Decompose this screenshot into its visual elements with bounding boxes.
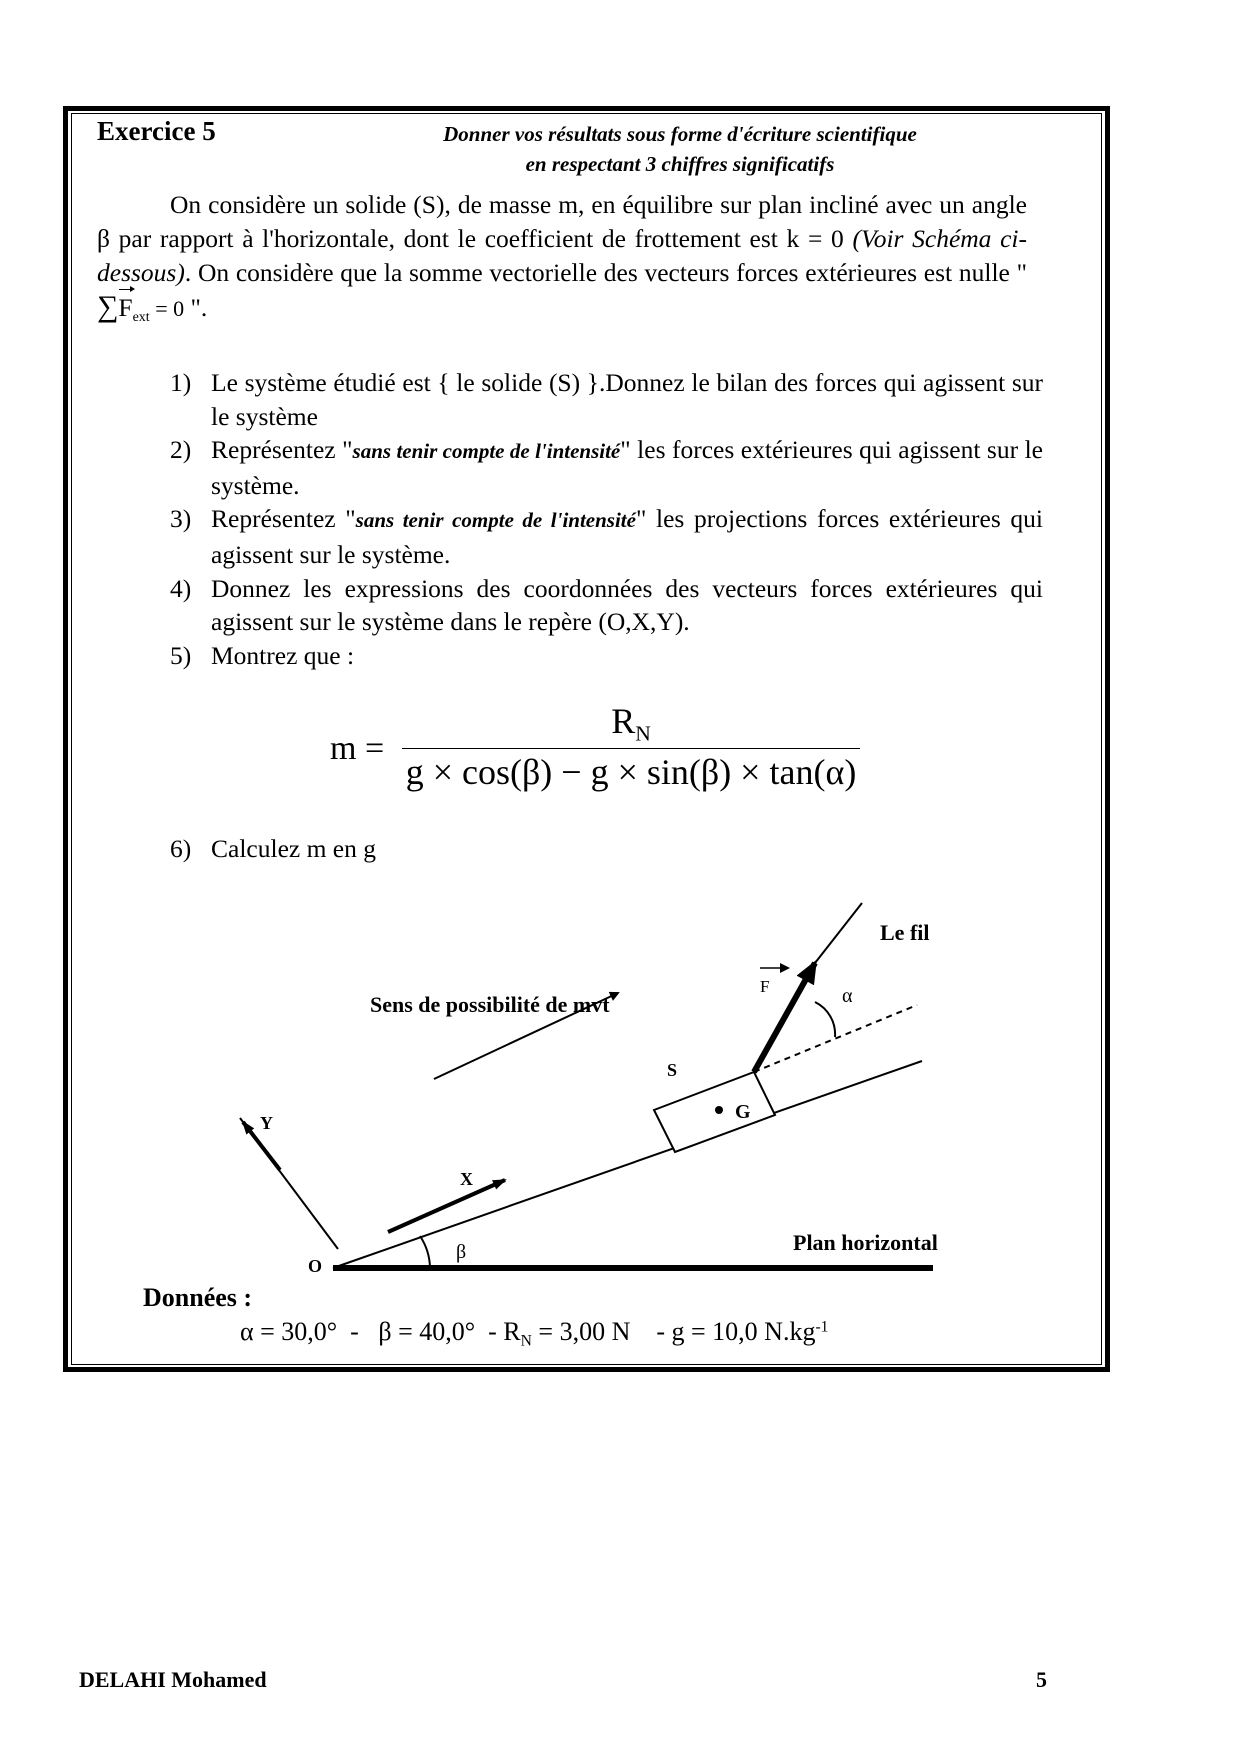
force-vector-symbol: F: [118, 291, 132, 325]
question-item: 4) Donnez les expressions des coordonnées des vecteurs forces extérieures qui agissent sur le système dans le repère (O,X,Y).: [170, 573, 1043, 637]
intro-text-1: On considère un solide (S), de masse m, en équilibre sur plan incliné avec un angle β par rapport à l'horizontale, dont le coefficient de frottement est k = 0: [97, 190, 1027, 253]
equals-zero: = 0: [149, 296, 185, 321]
question-item: 3) Représentez "sans tenir compte de l'intensité" les projections forces extérieures qui agissent sur le système.: [170, 504, 1043, 569]
solid-block: [654, 1072, 775, 1152]
question-item: 2) Représentez "sans tenir compte de l'intensité" les forces extérieures qui agissent sur le système.: [170, 435, 1043, 500]
intro-end: ".: [184, 293, 208, 322]
intro-text-2: . On considère que la somme vectorielle des vecteurs forces extérieures est nulle ": [184, 258, 1027, 287]
question-item: 6) Calculez m en g: [170, 834, 376, 863]
question-item: 5) Montrez que :: [170, 640, 355, 670]
formula-denominator: g × cos(β) − g × sin(β) × tan(α): [405, 752, 857, 792]
label-movement-direction: Sens de possibilité de mvt: [370, 992, 610, 1017]
sum-symbol: ∑: [97, 290, 119, 323]
label-x-axis: X: [460, 1169, 473, 1189]
label-le-fil: Le fil: [880, 920, 930, 945]
instruction-line-1: Donner vos résultats sous forme d'écriture scientifique: [443, 122, 917, 146]
formula-lhs: m =: [330, 730, 385, 767]
question-item: 1) Le système étudié est { le solide (S) }.Donnez le bilan des forces qui agissent sur le système: [170, 368, 1043, 431]
donnees-values: $\alpha = 30,0^\circ - \beta = 40,0^\circ - R_N = 3,00$ N - g = 10,0 $N.kg^{-1}$: [240, 1317, 829, 1350]
label-force-f: F: [760, 977, 770, 996]
label-alpha: α: [842, 985, 853, 1007]
dashed-plane-parallel: [754, 1005, 917, 1072]
alpha-angle-arc: [815, 1002, 835, 1037]
label-solid-s: S: [667, 1060, 678, 1080]
force-ext-sub: ext: [132, 309, 150, 325]
intro-italic: (Voir Schéma ci-dessous): [97, 224, 1027, 287]
x-axis-arrow: [388, 1180, 505, 1232]
footer-page-number: 5: [1036, 1667, 1047, 1692]
label-origin-o: O: [308, 1256, 323, 1276]
donnees-heading: Données :: [143, 1283, 253, 1312]
label-plan-horizontal: Plan horizontal: [793, 1230, 938, 1255]
wire-line: [815, 903, 862, 963]
footer-author: DELAHI Mohamed: [79, 1667, 267, 1692]
formula-numerator: $R_N$: [611, 701, 651, 746]
beta-angle-arc: [420, 1236, 430, 1268]
instruction-line-2: en respectant 3 chiffres significatifs: [525, 152, 835, 176]
exercise-title: Exercice 5: [97, 116, 216, 146]
center-of-mass-dot: [715, 1106, 723, 1114]
label-beta: β: [456, 1241, 467, 1263]
label-y-axis: Y: [260, 1113, 273, 1133]
label-g: G: [735, 1101, 751, 1123]
